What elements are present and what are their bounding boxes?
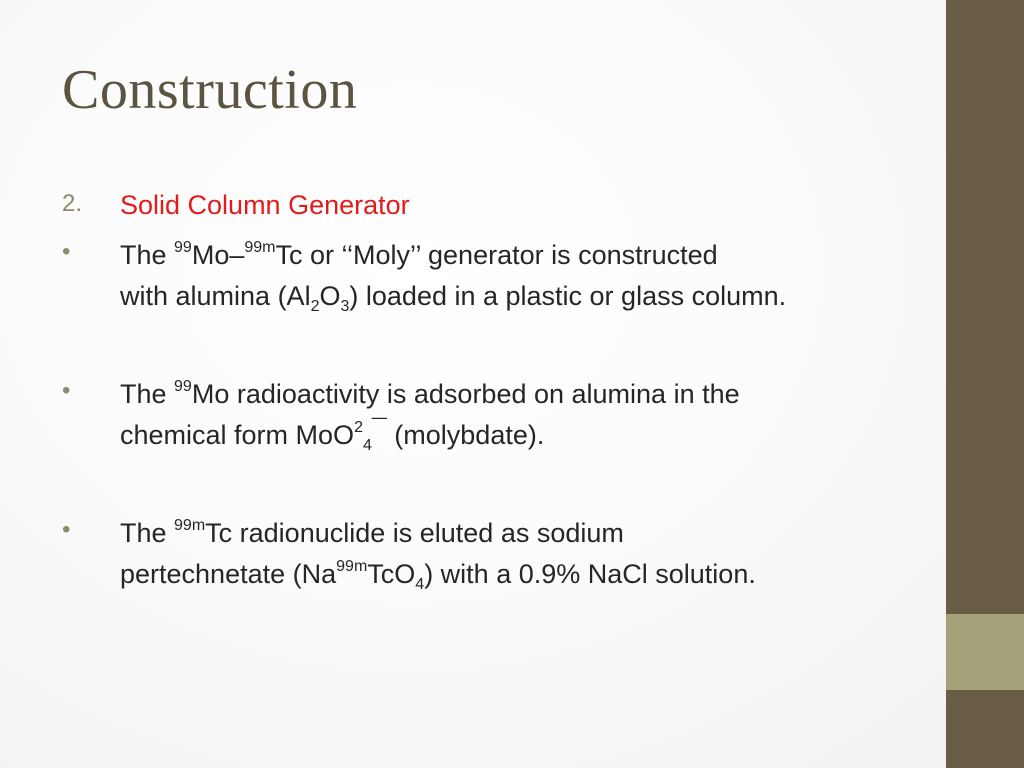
bullet-marker: • [62, 377, 71, 404]
bullet-marker: • [62, 516, 71, 543]
bullet-text-2: The $^{99}$Mo radioactivity is adsorbed on alumina in the chemical form MoO$^2_4$¯ (molybdate). [120, 378, 740, 454]
sidebar-accent-block [946, 614, 1024, 690]
bullet-text-3: The $^{99m}$Tc radionuclide is eluted as sodium pertechnetate $(Na^{99m}TcO_4)$ with a 0.9% NaCl solution. [120, 517, 756, 593]
bullet-text-1: The $^{99}$Mo–$^{99m}$Tc or ‘‘Moly’’ generator is constructed with alumina $(Al_2O_3)$ loaded in a plastic or glass column. [120, 239, 787, 315]
list-number-marker: 2. [62, 190, 83, 217]
bullet-marker: • [62, 238, 71, 265]
section-heading: Solid Column Generator [120, 190, 410, 220]
slide-title: Construction [62, 59, 358, 121]
